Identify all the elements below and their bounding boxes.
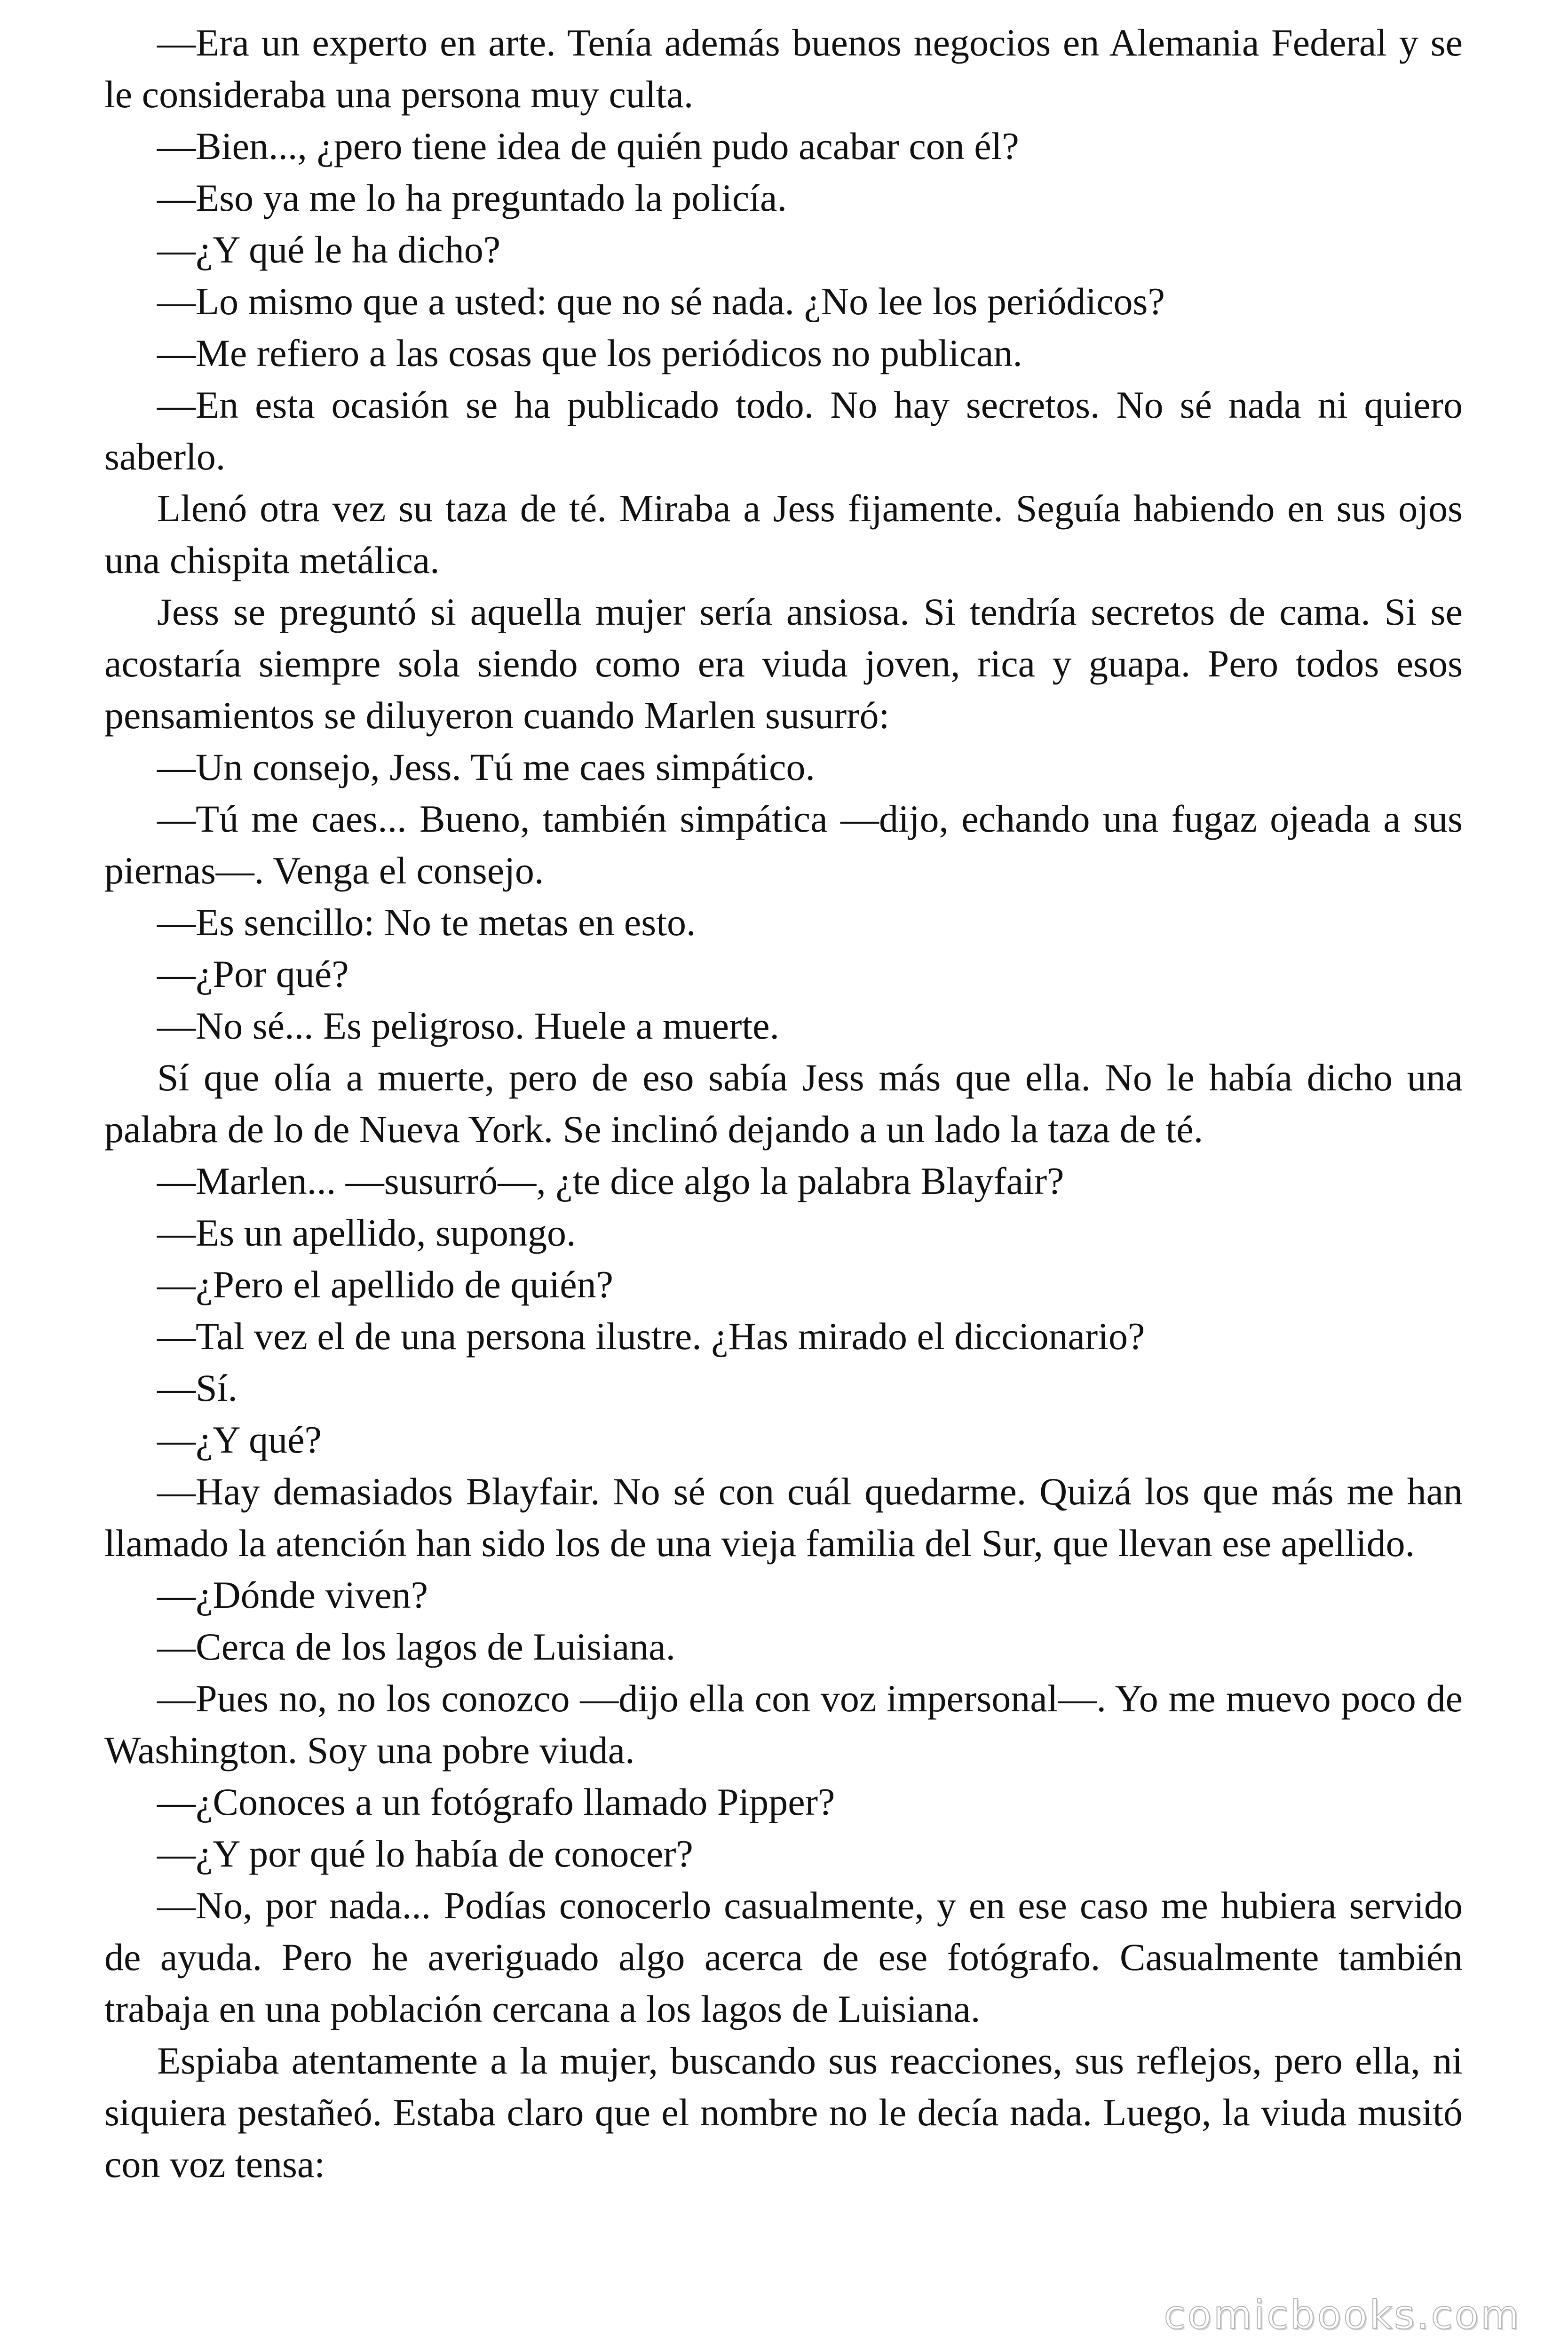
paragraph: —Tú me caes... Bueno, también simpática —dijo, echando una fugaz ojeada a sus piernas—. Venga el consejo. <box>104 797 1463 892</box>
paragraph: Jess se preguntó si aquella mujer sería ansiosa. Si tendría secretos de cama. Si se acostaría siempre sola siendo como era viuda joven, rica y guapa. Pero todos esos pensamientos se diluyeron cuando Marlen susurró: <box>104 590 1463 737</box>
paragraph: —Era un experto en arte. Tenía además buenos negocios en Alemania Federal y se le consideraba una persona muy culta. <box>104 21 1463 116</box>
paragraph: Llenó otra vez su taza de té. Miraba a Jess fijamente. Seguía habiendo en sus ojos una chispita metálica. <box>104 487 1463 581</box>
paragraph: Sí que olía a muerte, pero de eso sabía Jess más que ella. No le había dicho una palabra de lo de Nueva York. Se inclinó dejando a un lado la taza de té. <box>104 1056 1463 1151</box>
paragraph: —¿Pero el apellido de quién? <box>157 1263 613 1306</box>
paragraph: —Sí. <box>157 1367 238 1409</box>
paragraph: —Marlen... —susurró—, ¿te dice algo la palabra Blayfair? <box>157 1160 1064 1202</box>
paragraph: —En esta ocasión se ha publicado todo. No hay secretos. No sé nada ni quiero saberlo. <box>104 383 1463 478</box>
paragraph: —¿Y por qué lo había de conocer? <box>157 1832 693 1875</box>
paragraph: —Eso ya me lo ha preguntado la policía. <box>157 176 787 219</box>
paragraph: —¿Conoces a un fotógrafo llamado Pipper? <box>157 1780 835 1823</box>
paragraph: —Pues no, no los conozco —dijo ella con voz impersonal—. Yo me muevo poco de Washington. Soy una pobre viuda. <box>104 1677 1463 1772</box>
paragraph: —Hay demasiados Blayfair. No sé con cuál quedarme. Quizá los que más me han llamado la atención han sido los de una vieja familia del Sur, que llevan ese apellido. <box>104 1470 1463 1565</box>
paragraph: —Tal vez el de una persona ilustre. ¿Has mirado el diccionario? <box>157 1315 1145 1358</box>
paragraph: —Me refiero a las cosas que los periódicos no publican. <box>157 332 1022 374</box>
paragraph: —¿Y qué le ha dicho? <box>157 228 501 271</box>
paragraph: —Cerca de los lagos de Luisiana. <box>157 1625 676 1668</box>
paragraph: —¿Y qué? <box>157 1418 322 1461</box>
watermark: comicbooks.com <box>1164 2292 1521 2338</box>
paragraph: —Es un apellido, supongo. <box>157 1211 576 1254</box>
paragraph: Espiaba atentamente a la mujer, buscando sus reacciones, sus reflejos, pero ella, ni siquiera pestañeó. Estaba claro que el nombre no le decía nada. Luego, la viuda musitó con voz tensa: <box>104 2039 1463 2185</box>
paragraph: —Un consejo, Jess. Tú me caes simpático. <box>157 746 816 788</box>
document-page <box>104 17 1463 2190</box>
paragraph: —Bien..., ¿pero tiene idea de quién pudo acabar con él? <box>157 125 1019 167</box>
paragraph: —¿Dónde viven? <box>157 1573 428 1616</box>
paragraph: —¿Por qué? <box>157 953 349 995</box>
paragraph: —No sé... Es peligroso. Huele a muerte. <box>157 1004 780 1047</box>
paragraph: —Lo mismo que a usted: que no sé nada. ¿No lee los periódicos? <box>157 280 1165 323</box>
paragraph: —No, por nada... Podías conocerlo casualmente, y en ese caso me hubiera servido de ayuda. Pero he averiguado algo acerca de ese fotógrafo. Casualmente también trabaja en una población cercana a los lagos de Luisiana. <box>104 1884 1463 2030</box>
paragraph: —Es sencillo: No te metas en esto. <box>157 901 696 944</box>
